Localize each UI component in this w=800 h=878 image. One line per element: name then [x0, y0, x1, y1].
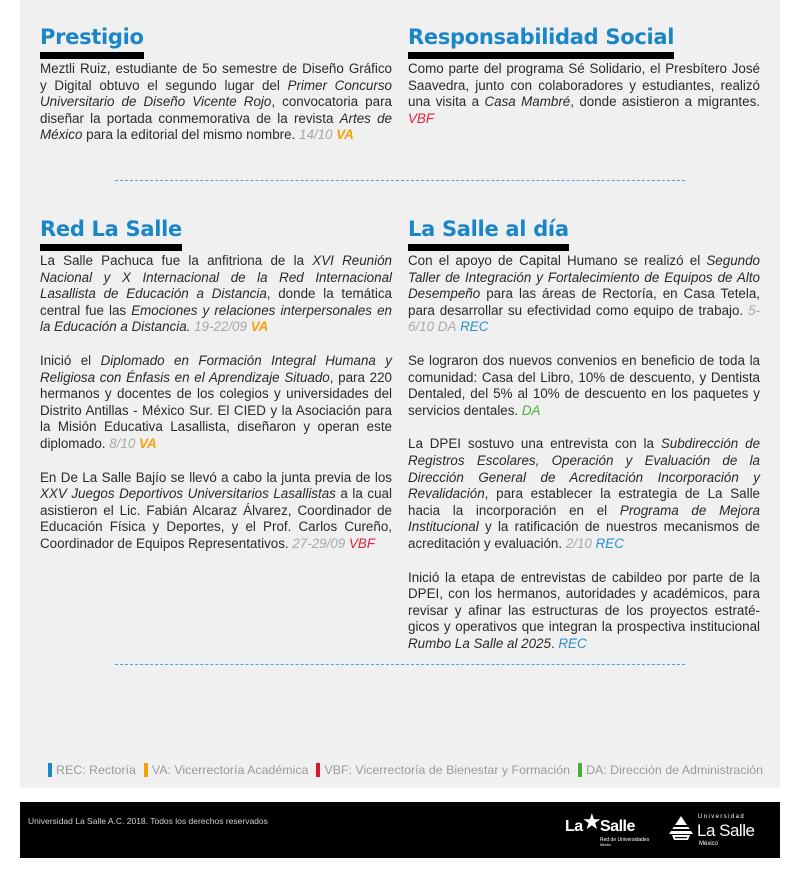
logo-text: La	[565, 818, 583, 835]
news-text: , convocatoria para diseñar la portada conmemorativa de la revista	[40, 94, 392, 126]
news-text: Como parte del programa Sé Solidario, el Presbítero José Saavedra, junto con colaboradores y estudiantes, realizó una visita a	[408, 61, 760, 110]
tag-vbf: VBF	[348, 535, 375, 551]
copyright-text: Universidad La Salle A.C. 2018. Todos los derechos reservados	[28, 816, 268, 826]
logo-subtext: México	[600, 843, 612, 847]
legend-label: VBF: Vicerrectoría de Bienestar y Formación	[324, 763, 571, 777]
legend-label: REC: Rectoría	[56, 763, 136, 777]
section-la-salle-al-dia	[408, 216, 760, 652]
tag-rec: REC	[595, 535, 624, 551]
news-item	[408, 436, 760, 552]
news-text: para las áreas de Rectoría, en Casa Tetela, para desarrollar su efectividad como equipo de trabajo.	[408, 286, 760, 318]
news-text-italic: Segundo Taller de Integración y Fortalecimiento de Equipos de Alto Desempeño	[408, 253, 760, 302]
logo-subtext: Red de Universidades	[600, 837, 650, 843]
news-date: 8/10	[109, 435, 136, 451]
news-item	[408, 253, 760, 336]
news-text: , donde la temática central fue las	[40, 286, 392, 318]
legend-swatch	[578, 763, 582, 777]
news-item	[40, 61, 392, 144]
legend-label: DA: Dirección de Administración	[586, 763, 764, 777]
star-icon: ★	[582, 810, 602, 835]
news-text: , para 220 hermanos y docentes de los colegios y universidades del Distrito Antillas - México Sur. El CIED y la Asociación para la Misión Educativa Lasallista, diseñaron y operan este diplomado.	[40, 369, 392, 451]
section-title: Red La Salle	[40, 216, 182, 251]
news-text: .	[186, 319, 195, 335]
news-item	[408, 61, 760, 127]
news-text: La Salle Pachuca fue la anfitriona de la	[40, 253, 313, 268]
section-responsabilidad-social	[408, 24, 760, 127]
legend-item-rec	[48, 763, 136, 777]
news-item	[40, 470, 392, 553]
tag-va: VA	[336, 127, 354, 143]
divider-dashed	[115, 664, 685, 665]
news-date: 2/10	[565, 535, 592, 551]
section-title: La Salle al día	[408, 216, 569, 251]
news-text-italic: Rumbo La Salle al 2025	[408, 635, 551, 651]
tag-va: VA	[250, 319, 269, 335]
news-text: a la cual asistieron el Lic. Fabián Alcaraz Álvarez, Coordinador de Educación Física y Deportes, y el Prof. Carlos Cureño, Coordinador de Equipos Representativos.	[40, 486, 392, 551]
logo-subtext: Universidad	[698, 814, 746, 820]
la-salle-emblem-icon	[668, 815, 694, 841]
section-title: Prestigio	[40, 24, 144, 59]
footer	[20, 802, 780, 858]
news-text: Se lograron dos nuevos convenios en beneficio de toda la comunidad: Casa del Libro, 10% de descuento, y Dentista Dentaled, del 5% al 10% de descuento en los paquetes y servicios dentales.	[408, 352, 760, 418]
section-red-la-salle	[40, 216, 392, 553]
section-title: Responsabilidad Social	[408, 24, 674, 59]
tag-rec: REC	[460, 319, 489, 335]
tag-da: DA	[521, 402, 541, 418]
news-date: 14/10	[299, 127, 333, 143]
section-prestigio	[40, 24, 392, 144]
logo-subtext: México	[699, 841, 719, 847]
tag-vbf: VBF	[408, 110, 435, 126]
legend	[48, 762, 778, 778]
news-item	[40, 253, 392, 336]
news-text-italic: Primer Concurso Universitario de Diseño Vicente Rojo	[40, 77, 392, 110]
news-text: La DPEI sostuvo una entrevista con la	[408, 436, 661, 452]
news-text: , donde asistieron a migrantes.	[570, 94, 761, 110]
news-text-italic: XXV Juegos Deportivos Universitarios Lasallistas	[40, 486, 336, 502]
news-date: 27-29/09	[292, 535, 346, 551]
legend-swatch	[144, 763, 148, 777]
news-text-italic: Casa Mambré	[484, 94, 571, 110]
news-text-italic: Programa de Mejora Institucional	[408, 502, 761, 535]
tag-va: VA	[139, 435, 157, 451]
legend-item-vbf	[316, 763, 570, 777]
news-text-italic: Diplomado en Formación Integral Humana y Religiosa con Énfasis en el Aprendizaje Situado	[40, 352, 392, 385]
news-item	[40, 353, 392, 453]
logo-text: Salle	[600, 818, 635, 835]
news-date: 19-22/09	[194, 319, 247, 335]
legend-item-da	[578, 763, 763, 777]
news-text: , para establecer la estrategia de La Salle hacia la incorporación en el	[408, 486, 760, 518]
news-text: Con el apoyo de Capital Humano se realizó el	[408, 253, 707, 268]
news-text: .	[550, 635, 559, 651]
news-text: En De La Salle Bajío se llevó a cabo la junta previa de los	[40, 469, 392, 485]
logo-red-la-salle	[565, 812, 665, 848]
tag-rec: REC	[558, 635, 587, 651]
news-text-italic: Emociones y relaciones interpersonales en la Educación a Distancia	[40, 302, 392, 335]
logo-text: La Salle	[697, 821, 755, 840]
news-text: para la editorial del mismo nombre.	[82, 127, 299, 143]
news-item	[408, 353, 760, 419]
legend-item-va	[144, 763, 309, 777]
news-text-italic: Artes de México	[40, 110, 392, 143]
legend-swatch	[316, 763, 320, 777]
news-text-italic: Subdirección de Registros Escolares, Operación y Evaluación de la Dirección General de Acreditación Incorporación y Revalidación	[408, 436, 761, 502]
divider-dashed	[115, 180, 685, 181]
logo-universidad-la-salle	[668, 810, 768, 850]
news-text-italic: XVI Reunión Nacional y X Internacional de la Red Internacional Lasallista de Educación a Distancia	[40, 253, 393, 302]
news-item	[408, 570, 760, 653]
news-text: Inició la etapa de entrevistas de cabildeo por parte de la DPEI, con los hermanos, autoridades y académicos, para revisar y afinar las estructuras de los proyectos estraté-gicos y operativos que integran la prospectiva institucional	[408, 569, 760, 635]
news-text: Meztli Ruiz, estudiante de 5o semestre de Diseño Gráfico y Digital obtuvo el segundo lugar del	[40, 61, 392, 93]
news-date: 5-6/10 DA	[408, 302, 760, 335]
legend-label: VA: Vicerrectoría Académica	[151, 763, 309, 777]
legend-swatch	[48, 763, 52, 777]
news-text: y la ratificación de nuestros mecanismos de acreditación y evaluación.	[408, 519, 760, 551]
news-text: Inició el	[40, 352, 101, 368]
